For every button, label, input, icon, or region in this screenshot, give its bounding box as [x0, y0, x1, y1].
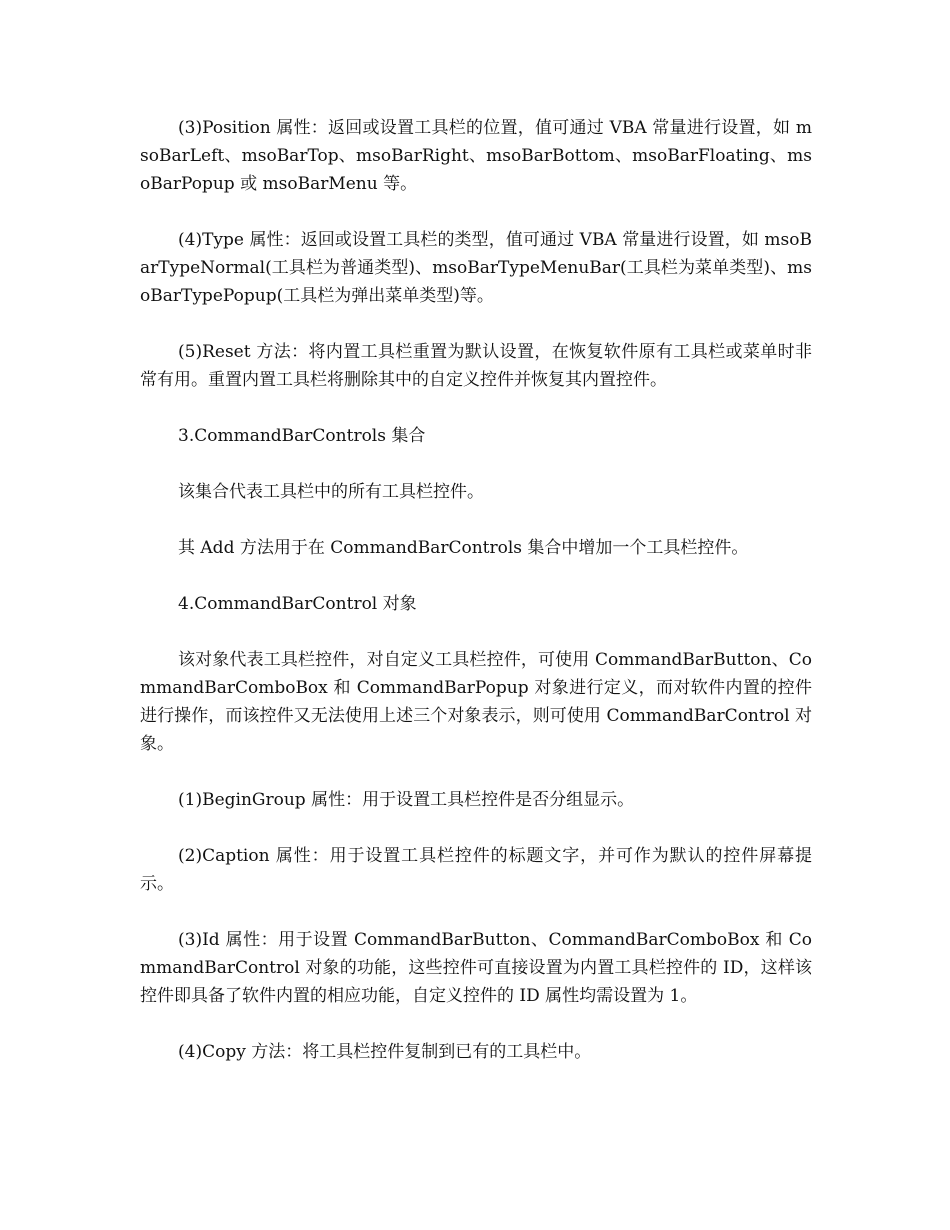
paragraph-begingroup-property: (1)BeginGroup 属性：用于设置工具栏控件是否分组显示。 [178, 790, 635, 810]
paragraph-copy-method: (4)Copy 方法：将工具栏控件复制到已有的工具栏中。 [178, 1042, 592, 1062]
section-heading-commandbarcontrols: 3.CommandBarControls 集合 [178, 426, 426, 446]
section-heading-commandbarcontrol: 4.CommandBarControl 对象 [178, 594, 417, 614]
document-page [140, 114, 812, 1094]
paragraph-object-description: 该对象代表工具栏控件，对自定义工具栏控件，可使用 CommandBarButton、CommandBarComboBox 和 CommandBarPopup 对象进行定义，而对软件内置的控件进行操作，而该控件又无法使用上述三个对象表示，则可使用 CommandBarControl 对象。 [140, 650, 812, 754]
paragraph-reset-method: (5)Reset 方法：将内置工具栏重置为默认设置，在恢复软件原有工具栏或菜单时非常有用。重置内置工具栏将删除其中的自定义控件并恢复其内置控件。 [140, 342, 812, 390]
paragraph-add-method: 其 Add 方法用于在 CommandBarControls 集合中增加一个工具栏控件。 [178, 538, 749, 558]
paragraph-caption-property: (2)Caption 属性：用于设置工具栏控件的标题文字，并可作为默认的控件屏幕提示。 [140, 846, 812, 894]
paragraph-position-property: (3)Position 属性：返回或设置工具栏的位置，值可通过 VBA 常量进行设置，如 msoBarLeft、msoBarTop、msoBarRight、msoBarBottom、msoBarFloating、msoBarPopup 或 msoBarMenu 等。 [140, 118, 812, 194]
paragraph-collection-description: 该集合代表工具栏中的所有工具栏控件。 [178, 482, 484, 502]
paragraph-type-property: (4)Type 属性：返回或设置工具栏的类型，值可通过 VBA 常量进行设置，如 msoBarTypeNormal(工具栏为普通类型)、msoBarTypeMenuBar(工具栏为菜单类型)、msoBarTypePopup(工具栏为弹出菜单类型)等。 [140, 230, 812, 306]
paragraph-id-property: (3)Id 属性：用于设置 CommandBarButton、CommandBarComboBox 和 CommandBarControl 对象的功能，这些控件可直接设置为内置工具栏控件的 ID，这样该控件即具备了软件内置的相应功能，自定义控件的 ID 属性均需设置为 1。 [140, 930, 812, 1006]
